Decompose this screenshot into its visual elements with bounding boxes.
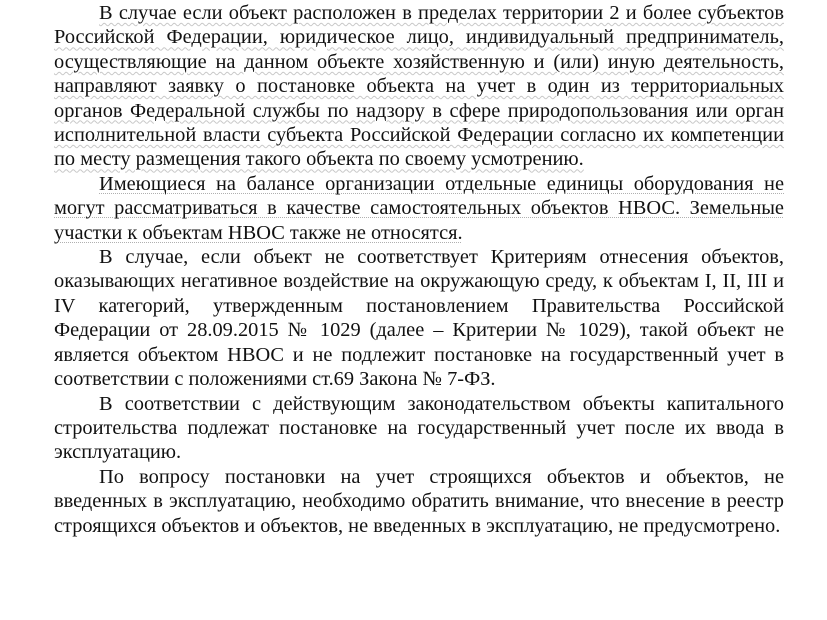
paragraph-equipment-units: Имеющиеся на балансе организации отдельные единицы оборудования не могут рассматриваться в качестве самостоятельных объектов НВОС. Земельные участки к объектам НВОС также не относятся. [54,172,784,244]
paragraph-multi-region-objects: В случае если объект расположен в пределах территории 2 и более субъектов Российской Федерации, юридическое лицо, индивидуальный предприниматель, осуществляющие на данном объекте хозяйственную и (или) иную деятельность, направляют заявку о постановке объекта на учет в один из территориальных органов Федеральной службы по надзору в сфере природопользования или орган исполнительной власти субъекта Российской Федерации согласно их компетенции по месту размещения такого объекта по своему усмотрению. [54,2,784,171]
paragraph-criteria-1029: В случае, если объект не соответствует Критериям отнесения объектов, оказывающих негативное воздействие на окружающую среду, к объектам I, II, III и IV категорий, утвержденным постановлением Правительства Российской Федерации от 28.09.2015 № 1029 (далее – Критерии № 1029), такой объект не является объектом НВОС и не подлежит постановке на государственный учет в соответствии с положениями ст.69 Закона № 7-ФЗ. [54,246,784,391]
paragraph-objects-under-construction: По вопросу постановки на учет строящихся объектов и объектов, не введенных в эксплуатацию, необходимо обратить внимание, что внесение в реестр строящихся объектов и объектов, не введенных в эксплуатацию, не предусмотрено. [54,465,784,537]
paragraph-capital-construction: В соответствии с действующим законодательством объекты капитального строительства подлежат постановке на государственный учет после их ввода в эксплуатацию. [54,392,784,464]
document-body [54,1,784,538]
